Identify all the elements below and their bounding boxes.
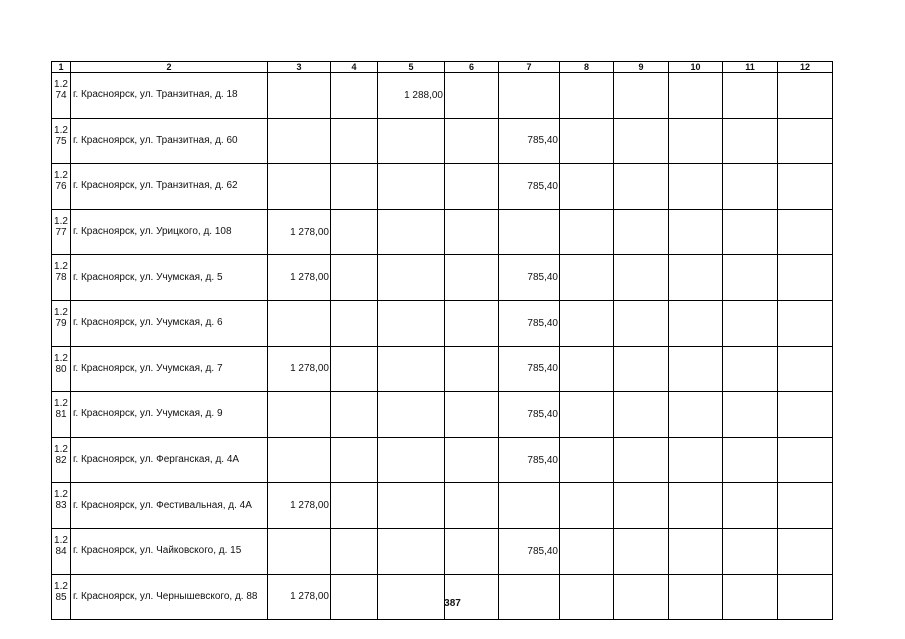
table-row: [52, 73, 833, 119]
empty-cell-col-11: [723, 300, 778, 346]
empty-cell-col-11: [723, 73, 778, 119]
value-cell-col-5: [378, 392, 445, 438]
column-header: 7: [499, 62, 560, 73]
address-cell: г. Красноярск, ул. Учумская, д. 6: [71, 300, 268, 346]
empty-cell-col-6: [445, 528, 499, 574]
empty-cell-col-12: [778, 118, 833, 164]
empty-cell-col-6: [445, 209, 499, 255]
empty-cell-col-9: [614, 209, 669, 255]
row-number-cell: 1.280: [52, 346, 71, 392]
empty-cell-col-6: [445, 164, 499, 210]
empty-cell-col-11: [723, 346, 778, 392]
empty-cell-col-6: [445, 437, 499, 483]
empty-cell-col-8: [560, 574, 614, 620]
value-cell-col-7: 785,40: [499, 300, 560, 346]
empty-cell-col-9: [614, 528, 669, 574]
empty-cell-col-6: [445, 118, 499, 164]
value-cell-col-7: 785,40: [499, 437, 560, 483]
value-cell-col-3: 1 278,00: [268, 346, 331, 392]
empty-cell-col-10: [669, 255, 723, 301]
column-header: 12: [778, 62, 833, 73]
table-row: [52, 346, 833, 392]
column-header: 11: [723, 62, 778, 73]
value-cell-col-3: [268, 300, 331, 346]
address-cell: г. Красноярск, ул. Транзитная, д. 60: [71, 118, 268, 164]
value-cell-col-3: [268, 528, 331, 574]
address-cell: г. Красноярск, ул. Учумская, д. 9: [71, 392, 268, 438]
empty-cell-col-4: [331, 528, 378, 574]
column-header: 9: [614, 62, 669, 73]
row-number-cell: 1.285: [52, 574, 71, 620]
empty-cell-col-8: [560, 346, 614, 392]
value-cell-col-3: 1 278,00: [268, 255, 331, 301]
empty-cell-col-12: [778, 574, 833, 620]
address-cell: г. Красноярск, ул. Чайковского, д. 15: [71, 528, 268, 574]
empty-cell-col-10: [669, 300, 723, 346]
empty-cell-col-4: [331, 574, 378, 620]
table-row: [52, 483, 833, 529]
empty-cell-col-4: [331, 483, 378, 529]
value-cell-col-7: [499, 209, 560, 255]
value-cell-col-5: [378, 300, 445, 346]
page-number: 387: [444, 598, 461, 609]
empty-cell-col-12: [778, 300, 833, 346]
empty-cell-col-10: [669, 209, 723, 255]
address-cell: г. Красноярск, ул. Ферганская, д. 4А: [71, 437, 268, 483]
empty-cell-col-10: [669, 574, 723, 620]
value-cell-col-5: [378, 255, 445, 301]
empty-cell-col-10: [669, 73, 723, 119]
table-row: [52, 118, 833, 164]
empty-cell-col-6: [445, 392, 499, 438]
value-cell-col-5: [378, 118, 445, 164]
table-row: [52, 437, 833, 483]
row-number-cell: 1.275: [52, 118, 71, 164]
table-body: [52, 73, 833, 620]
value-cell-col-5: [378, 346, 445, 392]
empty-cell-col-9: [614, 118, 669, 164]
empty-cell-col-6: [445, 300, 499, 346]
empty-cell-col-10: [669, 164, 723, 210]
value-cell-col-3: [268, 164, 331, 210]
empty-cell-col-10: [669, 528, 723, 574]
empty-cell-col-9: [614, 164, 669, 210]
empty-cell-col-9: [614, 300, 669, 346]
value-cell-col-3: [268, 437, 331, 483]
empty-cell-col-8: [560, 209, 614, 255]
empty-cell-col-4: [331, 164, 378, 210]
table-row: [52, 392, 833, 438]
empty-cell-col-6: [445, 346, 499, 392]
empty-cell-col-4: [331, 209, 378, 255]
empty-cell-col-11: [723, 392, 778, 438]
empty-cell-col-9: [614, 392, 669, 438]
empty-cell-col-6: [445, 574, 499, 620]
empty-cell-col-10: [669, 483, 723, 529]
empty-cell-col-6: [445, 483, 499, 529]
row-number-cell: 1.279: [52, 300, 71, 346]
empty-cell-col-10: [669, 346, 723, 392]
value-cell-col-7: [499, 574, 560, 620]
value-cell-col-7: 785,40: [499, 346, 560, 392]
value-cell-col-5: [378, 164, 445, 210]
value-cell-col-7: 785,40: [499, 255, 560, 301]
table-row: [52, 255, 833, 301]
empty-cell-col-11: [723, 574, 778, 620]
value-cell-col-7: 785,40: [499, 118, 560, 164]
empty-cell-col-9: [614, 483, 669, 529]
column-header: 6: [445, 62, 499, 73]
empty-cell-col-6: [445, 255, 499, 301]
empty-cell-col-9: [614, 255, 669, 301]
empty-cell-col-11: [723, 528, 778, 574]
value-cell-col-5: 1 288,00: [378, 73, 445, 119]
value-cell-col-7: [499, 73, 560, 119]
value-cell-col-5: [378, 209, 445, 255]
empty-cell-col-9: [614, 73, 669, 119]
table-row: [52, 300, 833, 346]
value-cell-col-5: [378, 528, 445, 574]
empty-cell-col-10: [669, 118, 723, 164]
row-number-cell: 1.283: [52, 483, 71, 529]
empty-cell-col-10: [669, 392, 723, 438]
empty-cell-col-8: [560, 392, 614, 438]
empty-cell-col-8: [560, 300, 614, 346]
value-cell-col-3: 1 278,00: [268, 483, 331, 529]
empty-cell-col-8: [560, 73, 614, 119]
column-header: 1: [52, 62, 71, 73]
empty-cell-col-4: [331, 392, 378, 438]
empty-cell-col-10: [669, 437, 723, 483]
column-header: 4: [331, 62, 378, 73]
value-cell-col-3: 1 278,00: [268, 209, 331, 255]
empty-cell-col-12: [778, 483, 833, 529]
value-cell-col-7: 785,40: [499, 164, 560, 210]
row-number-cell: 1.274: [52, 73, 71, 119]
column-header: 8: [560, 62, 614, 73]
row-number-cell: 1.281: [52, 392, 71, 438]
address-cell: г. Красноярск, ул. Фестивальная, д. 4А: [71, 483, 268, 529]
row-number-cell: 1.276: [52, 164, 71, 210]
empty-cell-col-12: [778, 255, 833, 301]
empty-cell-col-8: [560, 118, 614, 164]
value-cell-col-3: [268, 392, 331, 438]
table-row: [52, 164, 833, 210]
empty-cell-col-12: [778, 528, 833, 574]
empty-cell-col-8: [560, 437, 614, 483]
table-row: [52, 574, 833, 620]
empty-cell-col-9: [614, 437, 669, 483]
address-cell: г. Красноярск, ул. Учумская, д. 7: [71, 346, 268, 392]
value-cell-col-5: [378, 437, 445, 483]
address-cell: г. Красноярск, ул. Транзитная, д. 18: [71, 73, 268, 119]
empty-cell-col-8: [560, 483, 614, 529]
address-cell: г. Красноярск, ул. Урицкого, д. 108: [71, 209, 268, 255]
value-cell-col-3: [268, 118, 331, 164]
empty-cell-col-11: [723, 255, 778, 301]
row-number-cell: 1.277: [52, 209, 71, 255]
column-header: 10: [669, 62, 723, 73]
table-row: [52, 528, 833, 574]
header-row: [52, 62, 833, 73]
empty-cell-col-12: [778, 392, 833, 438]
empty-cell-col-4: [331, 118, 378, 164]
value-cell-col-7: 785,40: [499, 392, 560, 438]
address-cell: г. Красноярск, ул. Чернышевского, д. 88: [71, 574, 268, 620]
empty-cell-col-8: [560, 255, 614, 301]
column-header: 3: [268, 62, 331, 73]
empty-cell-col-9: [614, 346, 669, 392]
empty-cell-col-11: [723, 164, 778, 210]
empty-cell-col-12: [778, 346, 833, 392]
empty-cell-col-11: [723, 209, 778, 255]
empty-cell-col-11: [723, 118, 778, 164]
address-cell: г. Красноярск, ул. Учумская, д. 5: [71, 255, 268, 301]
empty-cell-col-12: [778, 164, 833, 210]
empty-cell-col-11: [723, 437, 778, 483]
address-cell: г. Красноярск, ул. Транзитная, д. 62: [71, 164, 268, 210]
table-row: [52, 209, 833, 255]
column-header: 2: [71, 62, 268, 73]
row-number-cell: 1.284: [52, 528, 71, 574]
empty-cell-col-12: [778, 209, 833, 255]
empty-cell-col-12: [778, 437, 833, 483]
empty-cell-col-4: [331, 73, 378, 119]
row-number-cell: 1.282: [52, 437, 71, 483]
empty-cell-col-8: [560, 164, 614, 210]
empty-cell-col-6: [445, 73, 499, 119]
empty-cell-col-8: [560, 528, 614, 574]
empty-cell-col-12: [778, 73, 833, 119]
empty-cell-col-9: [614, 574, 669, 620]
empty-cell-col-4: [331, 437, 378, 483]
value-cell-col-5: [378, 574, 445, 620]
empty-cell-col-4: [331, 300, 378, 346]
value-cell-col-7: 785,40: [499, 528, 560, 574]
value-cell-col-3: [268, 73, 331, 119]
row-number-cell: 1.278: [52, 255, 71, 301]
empty-cell-col-11: [723, 483, 778, 529]
value-cell-col-3: 1 278,00: [268, 574, 331, 620]
empty-cell-col-4: [331, 255, 378, 301]
value-cell-col-5: [378, 483, 445, 529]
data-table: [51, 61, 833, 620]
value-cell-col-7: [499, 483, 560, 529]
empty-cell-col-4: [331, 346, 378, 392]
column-header: 5: [378, 62, 445, 73]
